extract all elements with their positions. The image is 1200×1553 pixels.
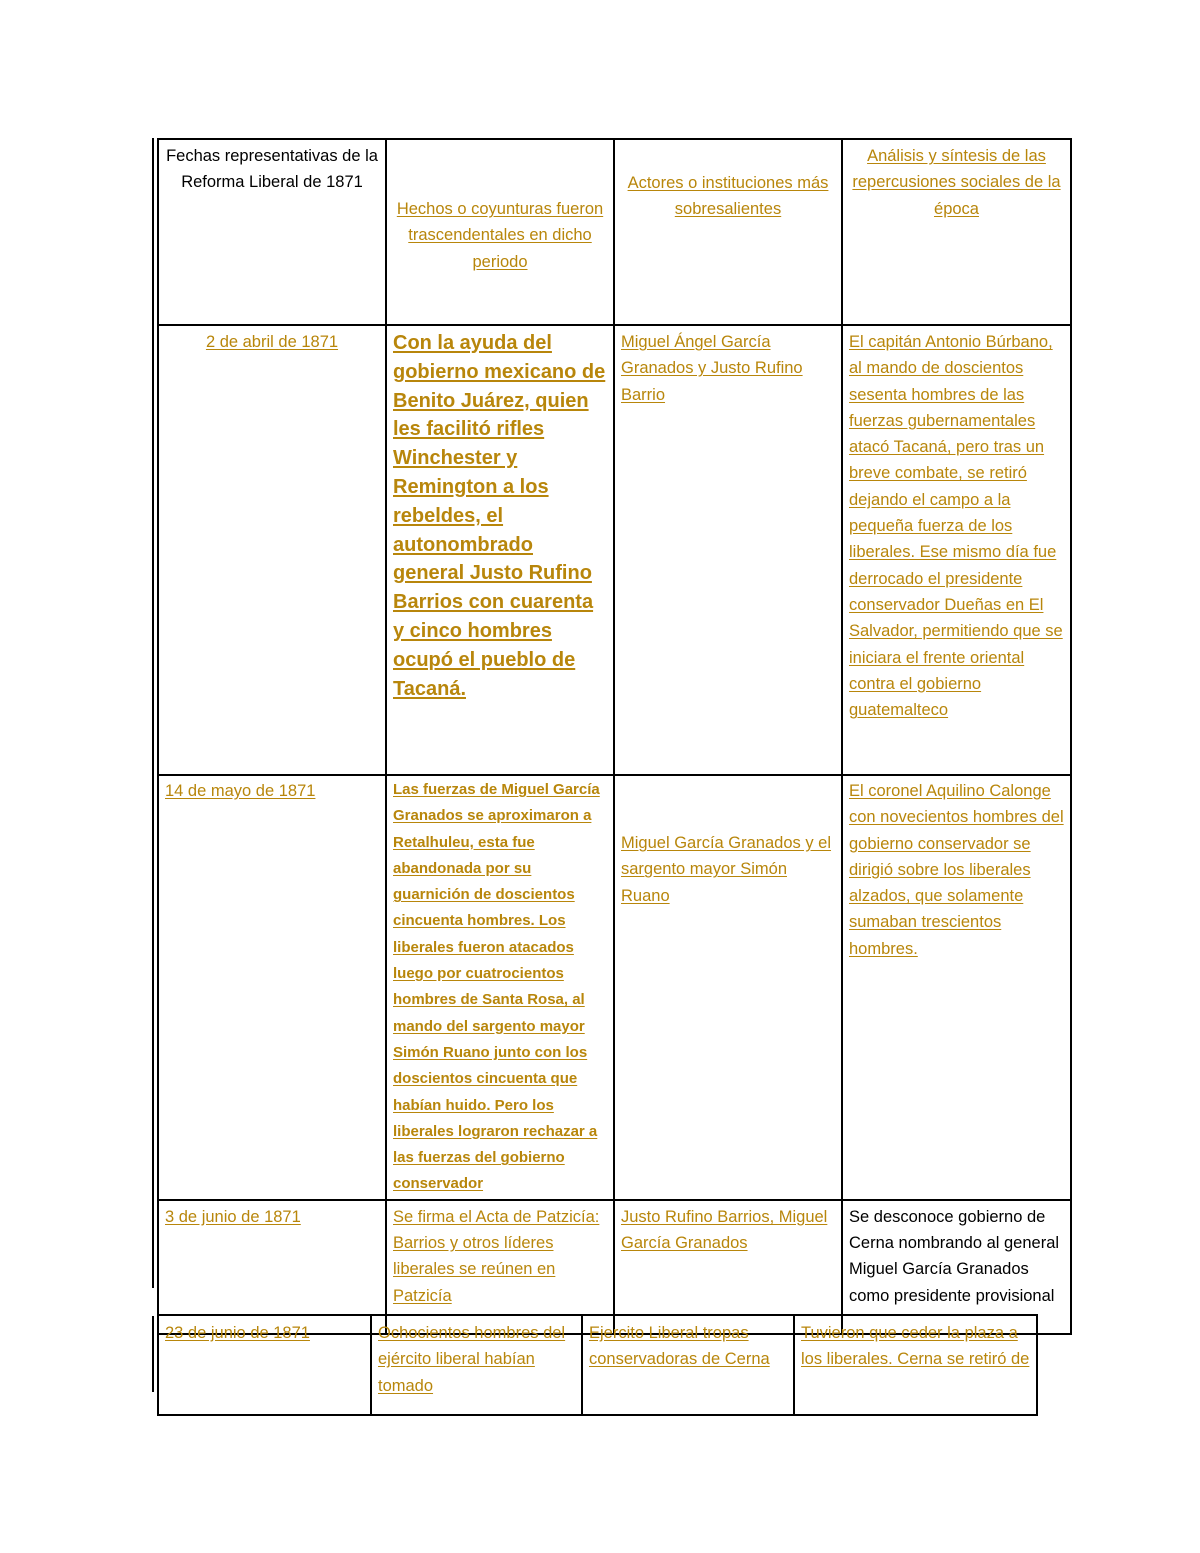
row-analysis bbox=[794, 1315, 1037, 1415]
row-date-text: 14 de mayo de 1871 bbox=[165, 782, 316, 800]
reform-table-continued bbox=[157, 1314, 1038, 1416]
header-dates-text: Fechas representativas de la Reforma Liberal de 1871 bbox=[166, 147, 378, 192]
header-facts-text: Hechos o coyunturas fueron trascendentales en dicho periodo bbox=[396, 200, 604, 271]
table-row bbox=[158, 325, 1071, 775]
row-analysis-text: El coronel Aquilino Calonge con novecientos hombres del gobierno conservador se dirigió sobre los liberales alzados, que solamente sumaban trescientos hombres. bbox=[849, 782, 1064, 958]
row-facts-text: Ochocientos hombres del ejército liberal habían tomado bbox=[378, 1324, 566, 1395]
row-facts bbox=[386, 325, 614, 775]
row-facts-text: Se firma el Acta de Patzicía: Barrios y otros líderes liberales se reúnen en Patzicía bbox=[393, 1207, 600, 1305]
row-date-text: 23 de junio de 1871 bbox=[165, 1324, 310, 1342]
header-analysis-text: Análisis y síntesis de las repercusiones sociales de la época bbox=[852, 147, 1061, 218]
row-date-text: 2 de abril de 1871 bbox=[205, 333, 339, 351]
row-facts-text: Con la ayuda del gobierno mexicano de Benito Juárez, quien les facilitó rifles Winchester y Remington a los rebeldes, el autonombrado general Justo Rufino Barrios con cuarenta y cinco hombres ocupó el pueblo de Tacaná. bbox=[393, 332, 606, 700]
reform-table bbox=[157, 138, 1072, 1335]
row-actors bbox=[614, 325, 842, 775]
row-analysis-text: Se desconoce gobierno de Cerna nombrando al general Miguel García Granados como presidente provisional bbox=[849, 1207, 1060, 1305]
row-analysis-text: Tuvieron que ceder la plaza a los liberales. Cerna se retiró de bbox=[801, 1324, 1030, 1369]
row-actors-text: Ejercito Liberal tropas conservadoras de Cerna bbox=[589, 1324, 770, 1369]
row-facts-text: Las fuerzas de Miguel García Granados se aproximaron a Retalhuleu, esta fue abandonada por su guarnición de doscientos cincuenta hombres. Los liberales fueron atacados luego por cuatrocientos hombres de Santa Rosa, al mando del sargento mayor Simón Ruano junto con los doscientos cincuenta que habían huido. Pero los liberales lograron rechazar a las fuerzas del gobierno conservador bbox=[393, 781, 600, 1193]
row-facts bbox=[386, 775, 614, 1200]
table-row bbox=[158, 1315, 1037, 1415]
row-analysis bbox=[842, 775, 1071, 1200]
header-facts bbox=[386, 139, 614, 325]
row-date bbox=[158, 1315, 371, 1415]
row-analysis-text: El capitán Antonio Búrbano, al mando de doscientos sesenta hombres de las fuerzas gubernamentales atacó Tacaná, pero tras un breve combate, se retiró dejando el campo a la pequeña fuerza de los liberales. Ese mismo día fue derrocado el presidente conservador Dueñas en El Salvador, permitiendo que se iniciara el frente oriental contra el gobierno guatemalteco bbox=[849, 333, 1063, 720]
header-actors bbox=[614, 139, 842, 325]
table-header-row bbox=[158, 139, 1071, 325]
row-actors-text: Justo Rufino Barrios, Miguel García Granados bbox=[621, 1207, 828, 1253]
row-date bbox=[158, 775, 386, 1200]
row-facts bbox=[371, 1315, 582, 1415]
header-actors-text: Actores o instituciones más sobresalientes bbox=[627, 174, 829, 219]
row-actors-text: Miguel García Granados y el sargento mayor Simón Ruano bbox=[621, 834, 832, 905]
row-analysis bbox=[842, 325, 1071, 775]
row-actors bbox=[614, 775, 842, 1200]
row-actors-text: Miguel Ángel García Granados y Justo Rufino Barrio bbox=[621, 333, 803, 404]
page-margin-line-bottom bbox=[152, 1316, 154, 1392]
row-date-text: 3 de junio de 1871 bbox=[165, 1207, 301, 1226]
page-margin-line-top bbox=[152, 138, 154, 1288]
header-dates bbox=[158, 139, 386, 325]
row-actors bbox=[582, 1315, 794, 1415]
header-analysis bbox=[842, 139, 1071, 325]
row-date bbox=[158, 325, 386, 775]
table-row bbox=[158, 775, 1071, 1200]
